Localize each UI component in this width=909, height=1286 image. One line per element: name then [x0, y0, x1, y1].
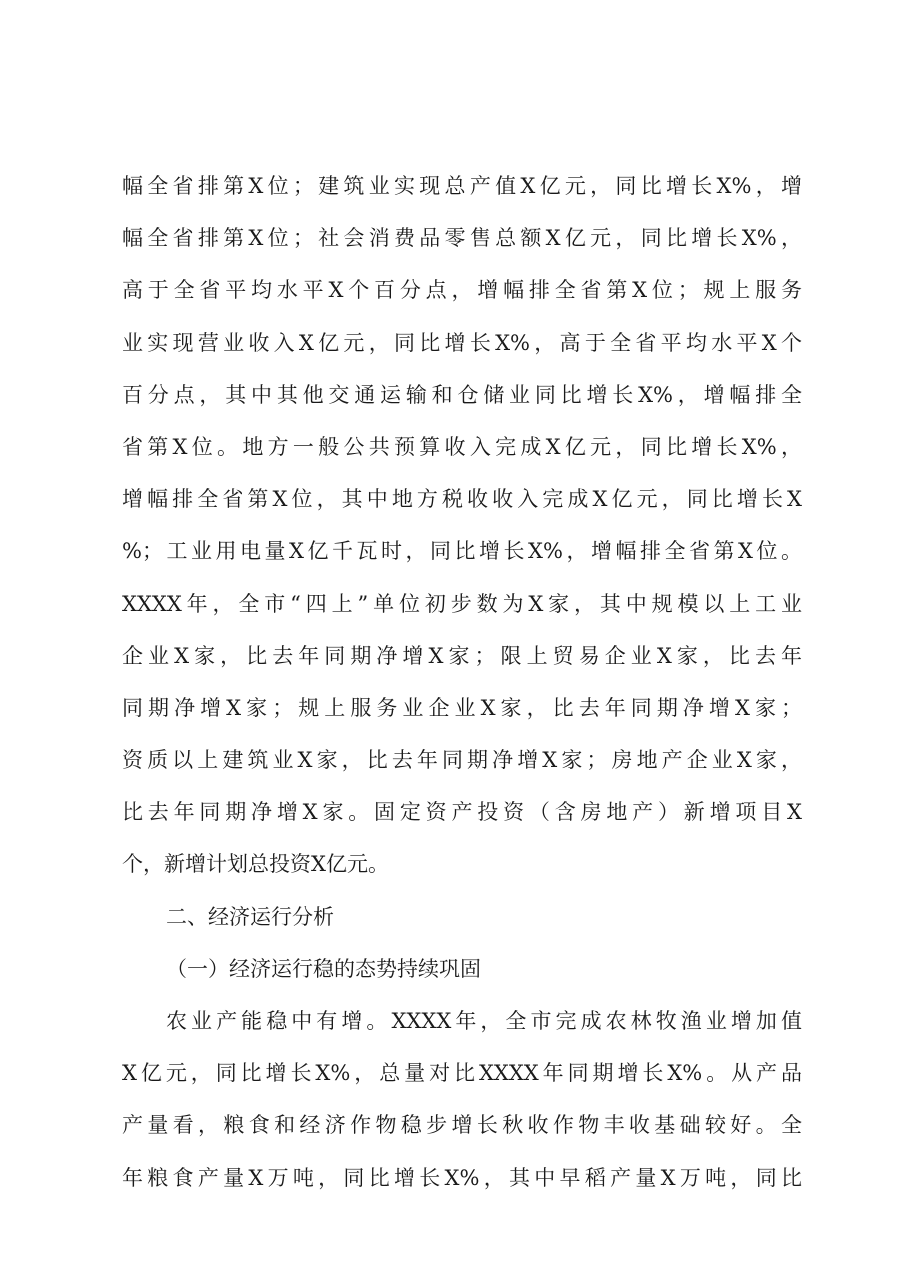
subsection-heading: （一）经济运行稳的态势持续巩固 — [166, 956, 481, 981]
text-line: XXXX年，全市“四上”单位初步数为X家，其中规模以上工业 — [122, 591, 802, 616]
text-line: 幅全省排第X位；建筑业实现总产值X亿元，同比增长X%，增 — [122, 174, 802, 198]
text-line: 增幅排全省第X位，其中地方税收收入完成X亿元，同比增长X — [122, 487, 802, 512]
text-line: 个，新增计划总投资X亿元。 — [122, 852, 389, 877]
section-heading: 二、经济运行分析 — [166, 904, 334, 929]
text-line: 产量看，粮食和经济作物稳步增长秋收作物丰收基础较好。全 — [122, 1113, 802, 1138]
paragraph-first-line: 农业产能稳中有增。XXXX年，全市完成农林牧渔业增加值 — [166, 1009, 802, 1033]
text-line: 同期净增X家；规上服务业企业X家，比去年同期净增X家； — [122, 695, 802, 720]
text-line: 幅全省排第X位；社会消费品零售总额X亿元，同比增长X%， — [122, 226, 802, 251]
text-line: 业实现营业收入X亿元，同比增长X%，高于全省平均水平X个 — [122, 330, 802, 355]
text-line: 年粮食产量X万吨，同比增长X%，其中早稻产量X万吨，同比 — [122, 1165, 802, 1190]
text-line: 省第X位。地方一般公共预算收入完成X亿元，同比增长X%， — [122, 434, 802, 459]
text-line: X亿元，同比增长X%，总量对比XXXX年同期增长X%。从产品 — [122, 1061, 802, 1086]
text-line: %；工业用电量X亿千瓦时，同比增长X%，增幅排全省第X位。 — [122, 539, 802, 564]
text-line: 百分点，其中其他交通运输和仓储业同比增长X%，增幅排全 — [122, 382, 802, 407]
text-line: 比去年同期净增X家。固定资产投资（含房地产）新增项目X — [122, 800, 802, 825]
text-line: 企业X家，比去年同期净增X家；限上贸易企业X家，比去年 — [122, 643, 802, 668]
text-line: 资质以上建筑业X家，比去年同期净增X家；房地产企业X家， — [122, 748, 802, 773]
body-text — [122, 160, 802, 1204]
text-line: 高于全省平均水平X个百分点，增幅排全省第X位；规上服务 — [122, 278, 802, 303]
